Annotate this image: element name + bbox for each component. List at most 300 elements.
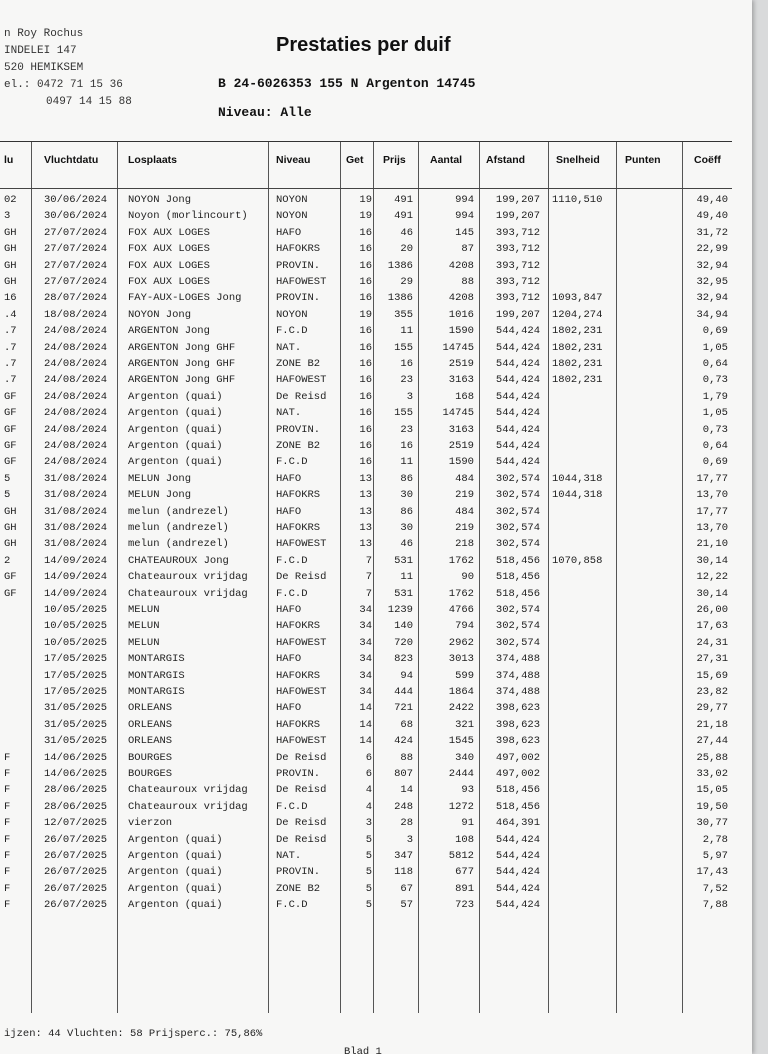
table-cell: 86 xyxy=(400,472,413,485)
table-cell: 16 xyxy=(359,358,372,370)
table-cell: 5 xyxy=(365,882,372,895)
table-cell: 1239 xyxy=(387,604,413,616)
table-cell: 1802,231 xyxy=(552,374,603,387)
table-cell: 497,002 xyxy=(495,768,540,780)
table-cell: 3 xyxy=(365,817,372,830)
table-cell: 302,574 xyxy=(495,522,540,534)
table-cell: 14/09/2024 xyxy=(44,587,108,600)
table-cell: 677 xyxy=(455,866,474,879)
table-cell: 302,574 xyxy=(495,604,540,616)
table-cell: HAFO xyxy=(276,226,302,239)
table-row xyxy=(0,897,732,913)
table-row xyxy=(0,225,732,241)
table-cell: F xyxy=(4,784,11,797)
table-cell: 5 xyxy=(365,833,372,846)
table-cell: 5,97 xyxy=(702,850,728,862)
table-cell: 29 xyxy=(400,276,413,288)
table-row xyxy=(0,274,732,290)
table-cell: HAFOWEST xyxy=(276,374,327,387)
table-cell: 16 xyxy=(359,259,372,272)
table-cell: 14745 xyxy=(442,341,474,354)
table-cell: 23 xyxy=(400,423,413,436)
table-row xyxy=(0,192,732,208)
table-cell: HAFO xyxy=(276,472,302,485)
table-cell: 1016 xyxy=(448,308,474,321)
table-cell: 24/08/2024 xyxy=(44,341,108,354)
table-row xyxy=(0,733,732,749)
table-cell: 994 xyxy=(455,210,474,223)
table-row xyxy=(0,520,732,536)
table-cell: 518,456 xyxy=(495,571,540,584)
table-row xyxy=(0,569,732,585)
table-row xyxy=(0,651,732,667)
table-cell: GF xyxy=(4,390,17,403)
table-cell: 5 xyxy=(365,850,372,862)
table-cell: NAT. xyxy=(276,407,302,420)
table-cell: 16 xyxy=(359,325,372,338)
table-cell: 29,77 xyxy=(696,702,728,715)
table-cell: GF xyxy=(4,440,17,452)
table-cell: F xyxy=(4,817,11,830)
bird-identifier: B 24-6026353 155 N Argenton 14745 xyxy=(218,76,476,91)
table-row xyxy=(0,487,732,503)
table-cell: MONTARGIS xyxy=(128,669,185,682)
table-cell: GF xyxy=(4,571,17,584)
table-cell: F xyxy=(4,882,11,895)
table-cell: BOURGES xyxy=(128,751,173,764)
table-cell: HAFO xyxy=(276,653,302,666)
table-cell: 355 xyxy=(394,308,413,321)
summary-footer: ijzen: 44 Vluchten: 58 Prijsperc.: 75,86% xyxy=(4,1028,263,1040)
table-row xyxy=(0,405,732,421)
table-cell: Argenton (quai) xyxy=(128,407,223,420)
table-cell: 518,456 xyxy=(495,784,540,797)
table-cell: De Reisd xyxy=(276,571,327,584)
table-cell: GH xyxy=(4,505,17,518)
table-cell: ARGENTON Jong xyxy=(128,325,210,338)
column-header: lu xyxy=(4,154,14,166)
table-cell: PROVIN. xyxy=(276,866,321,879)
table-cell: 17,43 xyxy=(696,866,728,879)
table-cell: F.C.D xyxy=(276,554,308,567)
table-cell: 28/07/2024 xyxy=(44,292,108,305)
table-cell: 4 xyxy=(365,784,372,797)
table-cell: 24,31 xyxy=(696,636,728,649)
table-cell: F xyxy=(4,850,11,862)
table-cell: 544,424 xyxy=(495,440,540,452)
table-cell: 199,207 xyxy=(495,210,540,223)
table-cell: 723 xyxy=(455,899,474,912)
table-cell: 199,207 xyxy=(495,194,540,206)
table-cell: 91 xyxy=(461,817,474,830)
table-cell: 27/07/2024 xyxy=(44,276,108,288)
table-cell: 21,18 xyxy=(696,718,728,731)
table-cell: 484 xyxy=(455,505,474,518)
table-cell: 49,40 xyxy=(696,194,728,206)
table-cell: 1545 xyxy=(448,735,474,748)
table-cell: HAFO xyxy=(276,702,302,715)
table-cell: 118 xyxy=(394,866,413,879)
table-cell: 321 xyxy=(455,718,474,731)
table-cell: MELUN xyxy=(128,636,160,649)
table-row xyxy=(0,864,732,880)
table-cell: ZONE B2 xyxy=(276,358,321,370)
table-cell: BOURGES xyxy=(128,768,173,780)
table-cell: 27/07/2024 xyxy=(44,243,108,256)
table-cell: 27/07/2024 xyxy=(44,259,108,272)
table-cell: 11 xyxy=(400,325,413,338)
table-cell: 531 xyxy=(394,587,413,600)
table-row xyxy=(0,750,732,766)
table-cell: 108 xyxy=(455,833,474,846)
table-cell: GF xyxy=(4,456,17,469)
table-cell: FOX AUX LOGES xyxy=(128,276,210,288)
table-cell: GH xyxy=(4,276,17,288)
table-cell: 302,574 xyxy=(495,538,540,551)
table-cell: ORLEANS xyxy=(128,735,173,748)
table-cell: 7 xyxy=(365,554,372,567)
table-cell: 1272 xyxy=(448,800,474,813)
table-cell: 398,623 xyxy=(495,735,540,748)
table-cell: 544,424 xyxy=(495,850,540,862)
table-cell: 0,64 xyxy=(702,358,728,370)
table-cell: 30/06/2024 xyxy=(44,194,108,206)
table-cell: 28/06/2025 xyxy=(44,784,108,797)
page-title: Prestaties per duif xyxy=(276,34,451,56)
table-cell: 13 xyxy=(359,522,372,534)
table-cell: melun (andrezel) xyxy=(128,538,229,551)
table-cell: 140 xyxy=(394,620,413,633)
table-cell: HAFOKRS xyxy=(276,243,321,256)
table-cell: 26/07/2025 xyxy=(44,850,108,862)
table-cell: 14 xyxy=(359,702,372,715)
results-table xyxy=(0,141,732,1013)
table-cell: 25,88 xyxy=(696,751,728,764)
table-cell: .7 xyxy=(4,374,17,387)
table-cell: 491 xyxy=(394,210,413,223)
table-cell: NOYON Jong xyxy=(128,194,192,206)
table-cell: 2,78 xyxy=(702,833,728,846)
table-cell: 88 xyxy=(400,751,413,764)
table-cell: 374,488 xyxy=(495,653,540,666)
table-cell: 10/05/2025 xyxy=(44,604,108,616)
table-cell: FOX AUX LOGES xyxy=(128,243,210,256)
table-cell: 544,424 xyxy=(495,882,540,895)
table-cell: 544,424 xyxy=(495,456,540,469)
table-cell: 86 xyxy=(400,505,413,518)
table-cell: 393,712 xyxy=(495,292,540,305)
table-cell: F.C.D xyxy=(276,587,308,600)
table-cell: NOYON xyxy=(276,210,308,223)
table-cell: 23 xyxy=(400,374,413,387)
table-cell: 46 xyxy=(400,538,413,551)
table-cell: 1802,231 xyxy=(552,341,603,354)
table-cell: 1110,510 xyxy=(552,194,603,206)
table-cell: 302,574 xyxy=(495,620,540,633)
table-cell: 34,94 xyxy=(696,308,728,321)
level-filter: Niveau: Alle xyxy=(218,105,312,120)
table-cell: 88 xyxy=(461,276,474,288)
table-cell: HAFOWEST xyxy=(276,276,327,288)
table-cell: 34 xyxy=(359,636,372,649)
table-cell: 14745 xyxy=(442,407,474,420)
table-cell: 218 xyxy=(455,538,474,551)
table-cell: GH xyxy=(4,226,17,239)
table-cell: MELUN Jong xyxy=(128,489,192,502)
table-cell: 16 xyxy=(359,407,372,420)
table-cell: 19 xyxy=(359,194,372,206)
table-row xyxy=(0,454,732,470)
table-cell: Argenton (quai) xyxy=(128,899,223,912)
table-cell: 374,488 xyxy=(495,669,540,682)
table-cell: 4766 xyxy=(448,604,474,616)
table-row xyxy=(0,290,732,306)
table-cell: HAFOKRS xyxy=(276,522,321,534)
table-cell: 5 xyxy=(365,899,372,912)
table-cell: 199,207 xyxy=(495,308,540,321)
table-cell: 23,82 xyxy=(696,686,728,698)
table-cell: 464,391 xyxy=(495,817,540,830)
table-row xyxy=(0,618,732,634)
table-cell: 32,94 xyxy=(696,292,728,305)
table-cell: 720 xyxy=(394,636,413,649)
column-header: Punten xyxy=(625,154,661,166)
table-cell: 484 xyxy=(455,472,474,485)
owner-street: INDELEI 147 xyxy=(4,45,77,57)
table-cell: 4 xyxy=(365,800,372,813)
table-cell: F.C.D xyxy=(276,800,308,813)
table-cell: 544,424 xyxy=(495,341,540,354)
table-cell: 0,69 xyxy=(702,325,728,338)
table-cell: F xyxy=(4,800,11,813)
table-cell: ARGENTON Jong GHF xyxy=(128,374,236,387)
table-cell: 11 xyxy=(400,456,413,469)
table-row xyxy=(0,717,732,733)
table-cell: NAT. xyxy=(276,850,302,862)
table-cell: 20 xyxy=(400,243,413,256)
table-row xyxy=(0,340,732,356)
table-cell: Noyon (morlincourt) xyxy=(128,210,248,223)
table-cell: F xyxy=(4,899,11,912)
table-cell: 26/07/2025 xyxy=(44,899,108,912)
table-cell: 721 xyxy=(394,702,413,715)
table-cell: 497,002 xyxy=(495,751,540,764)
table-row xyxy=(0,504,732,520)
table-row xyxy=(0,782,732,798)
table-row xyxy=(0,668,732,684)
table-cell: Chateauroux vrijdag xyxy=(128,800,248,813)
table-cell: 26,00 xyxy=(696,604,728,616)
table-cell: 12,22 xyxy=(696,571,728,584)
table-cell: ZONE B2 xyxy=(276,440,321,452)
table-cell: NAT. xyxy=(276,341,302,354)
table-cell: 13 xyxy=(359,472,372,485)
table-row xyxy=(0,438,732,454)
table-cell: F.C.D xyxy=(276,325,308,338)
table-cell: 0,69 xyxy=(702,456,728,469)
table-cell: MELUN Jong xyxy=(128,472,192,485)
table-cell: 393,712 xyxy=(495,276,540,288)
table-row xyxy=(0,471,732,487)
table-cell: 5 xyxy=(365,866,372,879)
table-cell: De Reisd xyxy=(276,751,327,764)
table-cell: 1864 xyxy=(448,686,474,698)
table-cell: 16 xyxy=(400,358,413,370)
column-header: Prijs xyxy=(383,154,406,166)
table-cell: 491 xyxy=(394,194,413,206)
table-cell: 94 xyxy=(400,669,413,682)
table-cell: GH xyxy=(4,243,17,256)
table-row xyxy=(0,586,732,602)
table-cell: 2422 xyxy=(448,702,474,715)
table-cell: HAFOWEST xyxy=(276,686,327,698)
table-cell: 518,456 xyxy=(495,554,540,567)
table-cell: 27,31 xyxy=(696,653,728,666)
table-row xyxy=(0,832,732,848)
table-cell: 33,02 xyxy=(696,768,728,780)
table-cell: 26/07/2025 xyxy=(44,866,108,879)
table-cell: Argenton (quai) xyxy=(128,390,223,403)
table-cell: 31/05/2025 xyxy=(44,718,108,731)
table-cell: vierzon xyxy=(128,817,173,830)
table-cell: 7,88 xyxy=(702,899,728,912)
table-cell: De Reisd xyxy=(276,784,327,797)
table-cell: 544,424 xyxy=(495,390,540,403)
table-cell: 28/06/2025 xyxy=(44,800,108,813)
table-cell: 34 xyxy=(359,686,372,698)
table-cell: 24/08/2024 xyxy=(44,440,108,452)
table-cell: 6 xyxy=(365,751,372,764)
table-cell: GF xyxy=(4,423,17,436)
table-cell: F.C.D xyxy=(276,899,308,912)
table-cell: 31/05/2025 xyxy=(44,702,108,715)
table-row xyxy=(0,848,732,864)
table-cell: MELUN xyxy=(128,620,160,633)
table-cell: F xyxy=(4,833,11,846)
table-cell: 347 xyxy=(394,850,413,862)
table-cell: 28 xyxy=(400,817,413,830)
table-row xyxy=(0,258,732,274)
table-cell: .7 xyxy=(4,325,17,338)
table-cell: 21,10 xyxy=(696,538,728,551)
table-cell: 393,712 xyxy=(495,226,540,239)
table-cell: HAFOWEST xyxy=(276,538,327,551)
table-cell: 16 xyxy=(359,456,372,469)
table-row xyxy=(0,307,732,323)
table-cell: De Reisd xyxy=(276,833,327,846)
owner-city: 520 HEMIKSEM xyxy=(4,62,84,74)
table-cell: 13,70 xyxy=(696,489,728,502)
table-cell: 168 xyxy=(455,390,474,403)
table-cell: 4208 xyxy=(448,292,474,305)
table-cell: 1762 xyxy=(448,554,474,567)
table-cell: 17,77 xyxy=(696,472,728,485)
table-cell: 145 xyxy=(455,226,474,239)
table-cell: ARGENTON Jong GHF xyxy=(128,341,236,354)
table-cell: Argenton (quai) xyxy=(128,833,223,846)
table-cell: 17/05/2025 xyxy=(44,669,108,682)
table-cell: Argenton (quai) xyxy=(128,850,223,862)
table-cell: 5812 xyxy=(448,850,474,862)
table-cell: 3 xyxy=(4,210,11,223)
table-cell: 57 xyxy=(400,899,413,912)
table-cell: PROVIN. xyxy=(276,259,321,272)
table-cell: NOYON xyxy=(276,194,308,206)
table-cell: 31/08/2024 xyxy=(44,505,108,518)
table-cell: 1386 xyxy=(387,259,413,272)
table-cell: Argenton (quai) xyxy=(128,423,223,436)
table-cell: 31/08/2024 xyxy=(44,489,108,502)
table-cell: 2519 xyxy=(448,358,474,370)
owner-phone-1: el.: 0472 71 15 36 xyxy=(4,79,123,91)
table-cell: 26/07/2025 xyxy=(44,833,108,846)
table-cell: 5 xyxy=(4,472,11,485)
table-row xyxy=(0,372,732,388)
table-cell: 16 xyxy=(359,374,372,387)
table-cell: 19 xyxy=(359,210,372,223)
table-cell: Argenton (quai) xyxy=(128,866,223,879)
table-cell: 0,73 xyxy=(702,374,728,387)
owner-phone-2: 0497 14 15 88 xyxy=(46,96,132,108)
table-cell: F.C.D xyxy=(276,456,308,469)
table-cell: 544,424 xyxy=(495,866,540,879)
table-cell: 398,623 xyxy=(495,718,540,731)
table-cell: 32,95 xyxy=(696,276,728,288)
table-row xyxy=(0,766,732,782)
table-cell: FOX AUX LOGES xyxy=(128,226,210,239)
table-cell: 14/09/2024 xyxy=(44,554,108,567)
table-cell: 1762 xyxy=(448,587,474,600)
table-cell: 24/08/2024 xyxy=(44,423,108,436)
table-cell: 393,712 xyxy=(495,243,540,256)
table-cell: 16 xyxy=(359,276,372,288)
table-cell: 891 xyxy=(455,882,474,895)
table-cell: 544,424 xyxy=(495,358,540,370)
table-row xyxy=(0,700,732,716)
table-cell: 24/08/2024 xyxy=(44,407,108,420)
table-cell: 393,712 xyxy=(495,259,540,272)
table-cell: NOYON Jong xyxy=(128,308,192,321)
table-cell: 155 xyxy=(394,341,413,354)
table-cell: 302,574 xyxy=(495,489,540,502)
table-cell: 7,52 xyxy=(702,882,728,895)
table-row xyxy=(0,323,732,339)
table-cell: GH xyxy=(4,522,17,534)
table-cell: ORLEANS xyxy=(128,702,173,715)
table-cell: 302,574 xyxy=(495,472,540,485)
table-cell: 32,94 xyxy=(696,259,728,272)
table-cell: 340 xyxy=(455,751,474,764)
table-cell: 1802,231 xyxy=(552,358,603,370)
table-cell: 93 xyxy=(461,784,474,797)
table-cell: CHATEAUROUX Jong xyxy=(128,554,229,567)
table-cell: 26/07/2025 xyxy=(44,882,108,895)
table-cell: 518,456 xyxy=(495,587,540,600)
table-cell: 1590 xyxy=(448,456,474,469)
table-row xyxy=(0,389,732,405)
table-row xyxy=(0,815,732,831)
table-cell: 807 xyxy=(394,768,413,780)
table-cell: 2 xyxy=(4,554,11,567)
table-cell: 3163 xyxy=(448,423,474,436)
table-cell: 544,424 xyxy=(495,325,540,338)
table-cell: 17,77 xyxy=(696,505,728,518)
table-cell: 13 xyxy=(359,489,372,502)
table-cell: 17/05/2025 xyxy=(44,653,108,666)
table-cell: 544,424 xyxy=(495,374,540,387)
table-cell: GF xyxy=(4,407,17,420)
table-cell: 30,14 xyxy=(696,587,728,600)
